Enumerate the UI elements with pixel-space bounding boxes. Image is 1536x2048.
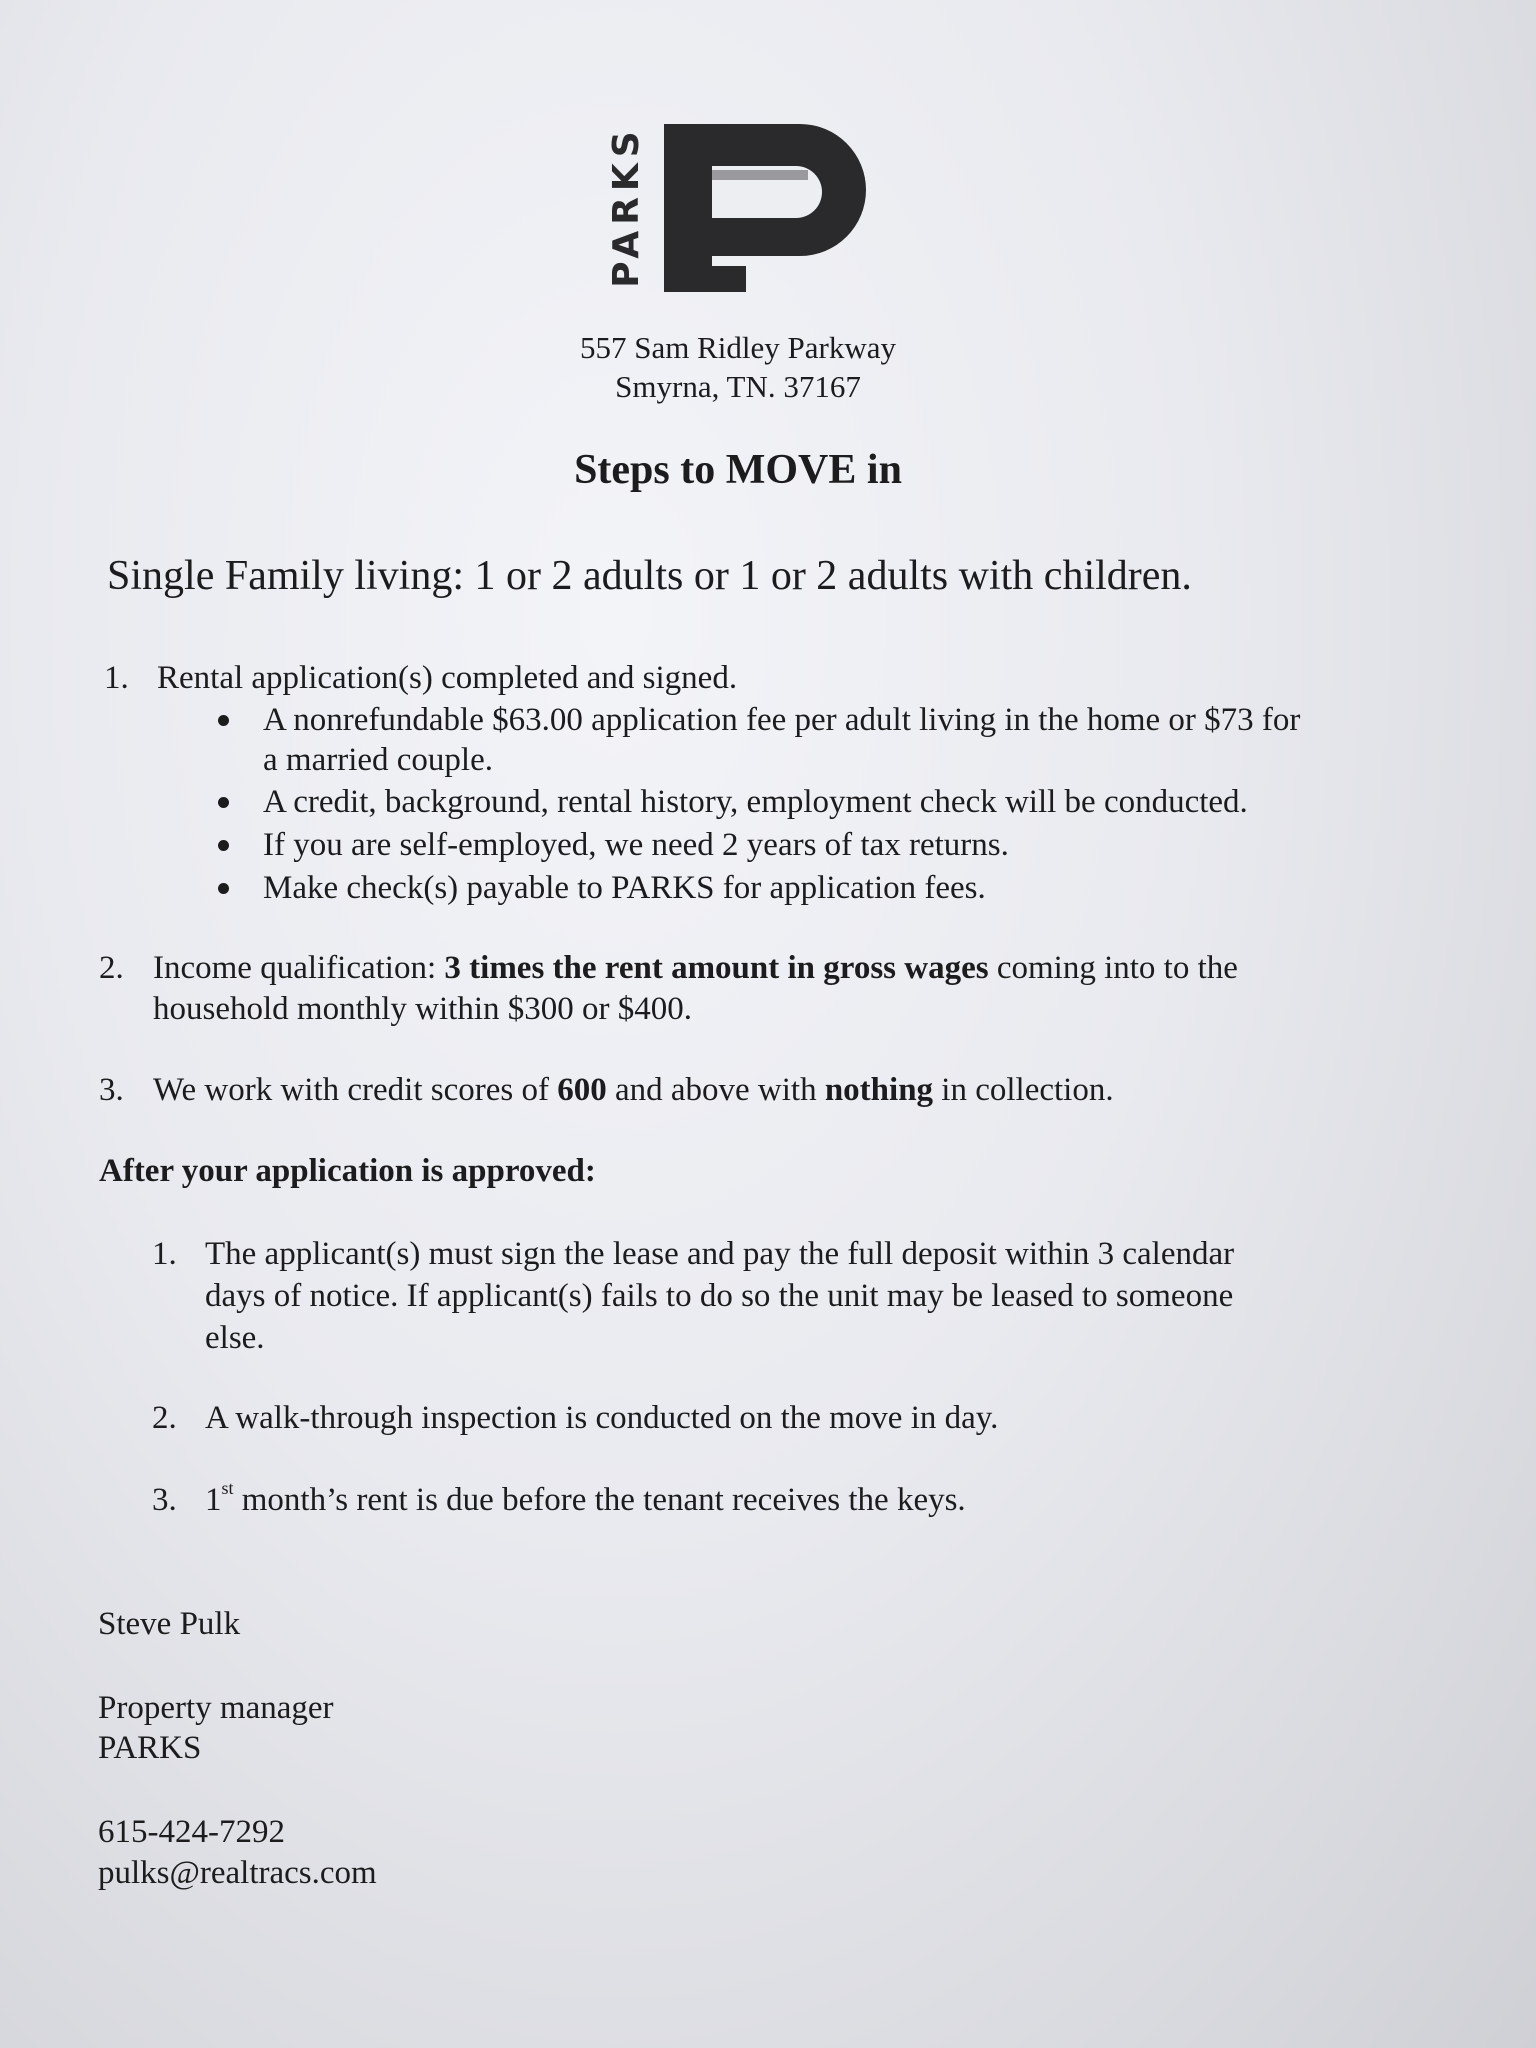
req-1-bullet-3: If you are self-employed, we need 2 years of tax returns.	[263, 827, 1009, 863]
req-3-text: We work with credit scores of 600 and above with nothing in collection.	[153, 1072, 1114, 1108]
contact-company: PARKS	[98, 1730, 202, 1766]
bullet-icon	[218, 883, 229, 894]
req-2-line-1: Income qualification: 3 times the rent amount in gross wages coming into to the	[153, 950, 1238, 986]
bullet-icon	[218, 840, 229, 851]
parks-p-logo	[600, 118, 870, 298]
after-1-line-2: days of notice. If applicant(s) fails to do so the unit may be leased to someone	[205, 1278, 1234, 1314]
req-1-bullet-4: Make check(s) payable to PARKS for application fees.	[263, 870, 986, 906]
address-line-1: 557 Sam Ridley Parkway	[580, 330, 896, 365]
logo-wordmark: PARKS	[605, 124, 647, 288]
req-1-bullet-1-line-1: A nonrefundable $63.00 application fee per adult living in the home or $73 for	[263, 702, 1301, 738]
contact-name: Steve Pulk	[98, 1606, 241, 1642]
address-line-2: Smyrna, TN. 37167	[615, 369, 861, 404]
after-2-number: 2.	[152, 1400, 177, 1436]
contact-phone: 615-424-7292	[98, 1814, 285, 1850]
after-1-number: 1.	[152, 1236, 177, 1272]
req-2-number: 2.	[99, 950, 124, 986]
subtitle: Single Family living: 1 or 2 adults or 1 or 2 adults with children.	[107, 553, 1192, 599]
req-3-number: 3.	[99, 1072, 124, 1108]
contact-email: pulks@realtracs.com	[98, 1855, 377, 1891]
req-1-bullet-2: A credit, background, rental history, employment check will be conducted.	[263, 784, 1248, 820]
contact-role: Property manager	[98, 1690, 334, 1726]
after-1-line-1: The applicant(s) must sign the lease and pay the full deposit within 3 calendar	[205, 1236, 1235, 1272]
req-1-bullet-1-line-2: a married couple.	[263, 742, 493, 778]
after-3-text: 1st month’s rent is due before the tenant receives the keys.	[205, 1478, 966, 1518]
bullet-icon	[218, 797, 229, 808]
after-1-line-3: else.	[205, 1320, 265, 1356]
after-3-number: 3.	[152, 1482, 177, 1518]
page-title: Steps to MOVE in	[574, 447, 902, 493]
bullet-icon	[218, 715, 229, 726]
req-1-number: 1.	[104, 660, 129, 696]
req-1-text: Rental application(s) completed and signed.	[157, 660, 738, 696]
req-2-line-2: household monthly within $300 or $400.	[153, 991, 692, 1027]
after-approval-heading: After your application is approved:	[99, 1153, 596, 1189]
after-2-text: A walk-through inspection is conducted on the move in day.	[205, 1400, 999, 1436]
